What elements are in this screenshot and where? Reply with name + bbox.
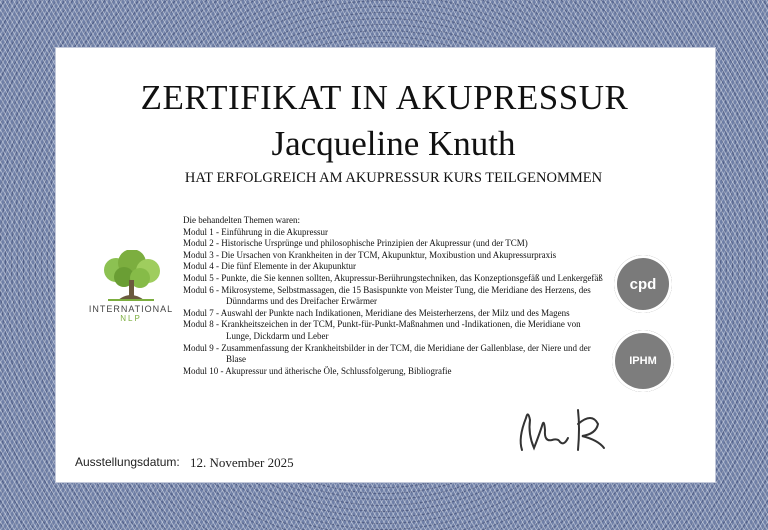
logo-suffix: NLP [120, 314, 142, 323]
issue-date-value: 12. November 2025 [190, 455, 294, 470]
cpd-seal-icon [614, 255, 672, 313]
topics-list [183, 215, 603, 377]
iphm-seal-icon [612, 330, 674, 392]
completion-statement: HAT ERFOLGREICH AM AKUPRESSUR KURS TEILGENOMMEN [184, 170, 603, 186]
module-item: Modul 8 - Krankheitszeichen in der TCM, Punkt-für-Punkt-Maßnahmen und -Indikationen, die Meridiane von Lunge, Dickdarm und Leber [183, 319, 581, 341]
module-item: Modul 5 - Punkte, die Sie kennen sollten, Akupressur-Berührungstechniken, das Konzeptionsgefäß und Lenkergefäß [183, 272, 603, 283]
module-item: Modul 3 - Die Ursachen von Krankheiten in der TCM, Akupunktur, Moxibustion und Akupressurpraxis [183, 249, 557, 260]
module-item: Modul 4 - Die fünf Elemente in der Akupunktur [183, 261, 356, 272]
module-item: Modul 7 - Auswahl der Punkte nach Indikationen, Meridiane des Meisterherzens, der Milz und des Magens [183, 307, 570, 318]
module-item: Modul 9 - Zusammenfassung der Krankheitsbilder in der TCM, die Meridiane der Gallenblase, der Niere und der Blase [183, 342, 591, 365]
signature-mark [508, 398, 616, 458]
certificate-title: ZERTIFIKAT IN AKUPRESSUR [140, 78, 629, 117]
recipient-name: Jacqueline Knuth [271, 124, 516, 163]
module-item: Modul 2 - Historische Ursprünge und philosophische Prinzipien der Akupressur (und der TCM) [183, 238, 528, 249]
logo-name: INTERNATIONAL [88, 304, 174, 314]
tree-icon [88, 250, 174, 304]
iphm-label: IPHM [629, 355, 657, 367]
cpd-label: cpd [629, 275, 657, 293]
module-item: Modul 6 - Mikrosysteme, Selbstmassagen, die 15 Basispunkte von Meister Tung, die Meridiane des Herzens, des Dünndarms und des Dreifacher Erwärmer [183, 284, 591, 307]
module-item: Modul 10 - Akupressur und ätherische Öle, Schlussfolgerung, Bibliografie [183, 365, 452, 376]
topics-intro: Die behandelten Themen waren: [183, 215, 301, 225]
issue-date-label: Ausstellungsdatum: [75, 455, 180, 469]
module-item: Modul 1 - Einführung in die Akupressur [183, 226, 328, 237]
international-nlp-logo [88, 250, 174, 325]
